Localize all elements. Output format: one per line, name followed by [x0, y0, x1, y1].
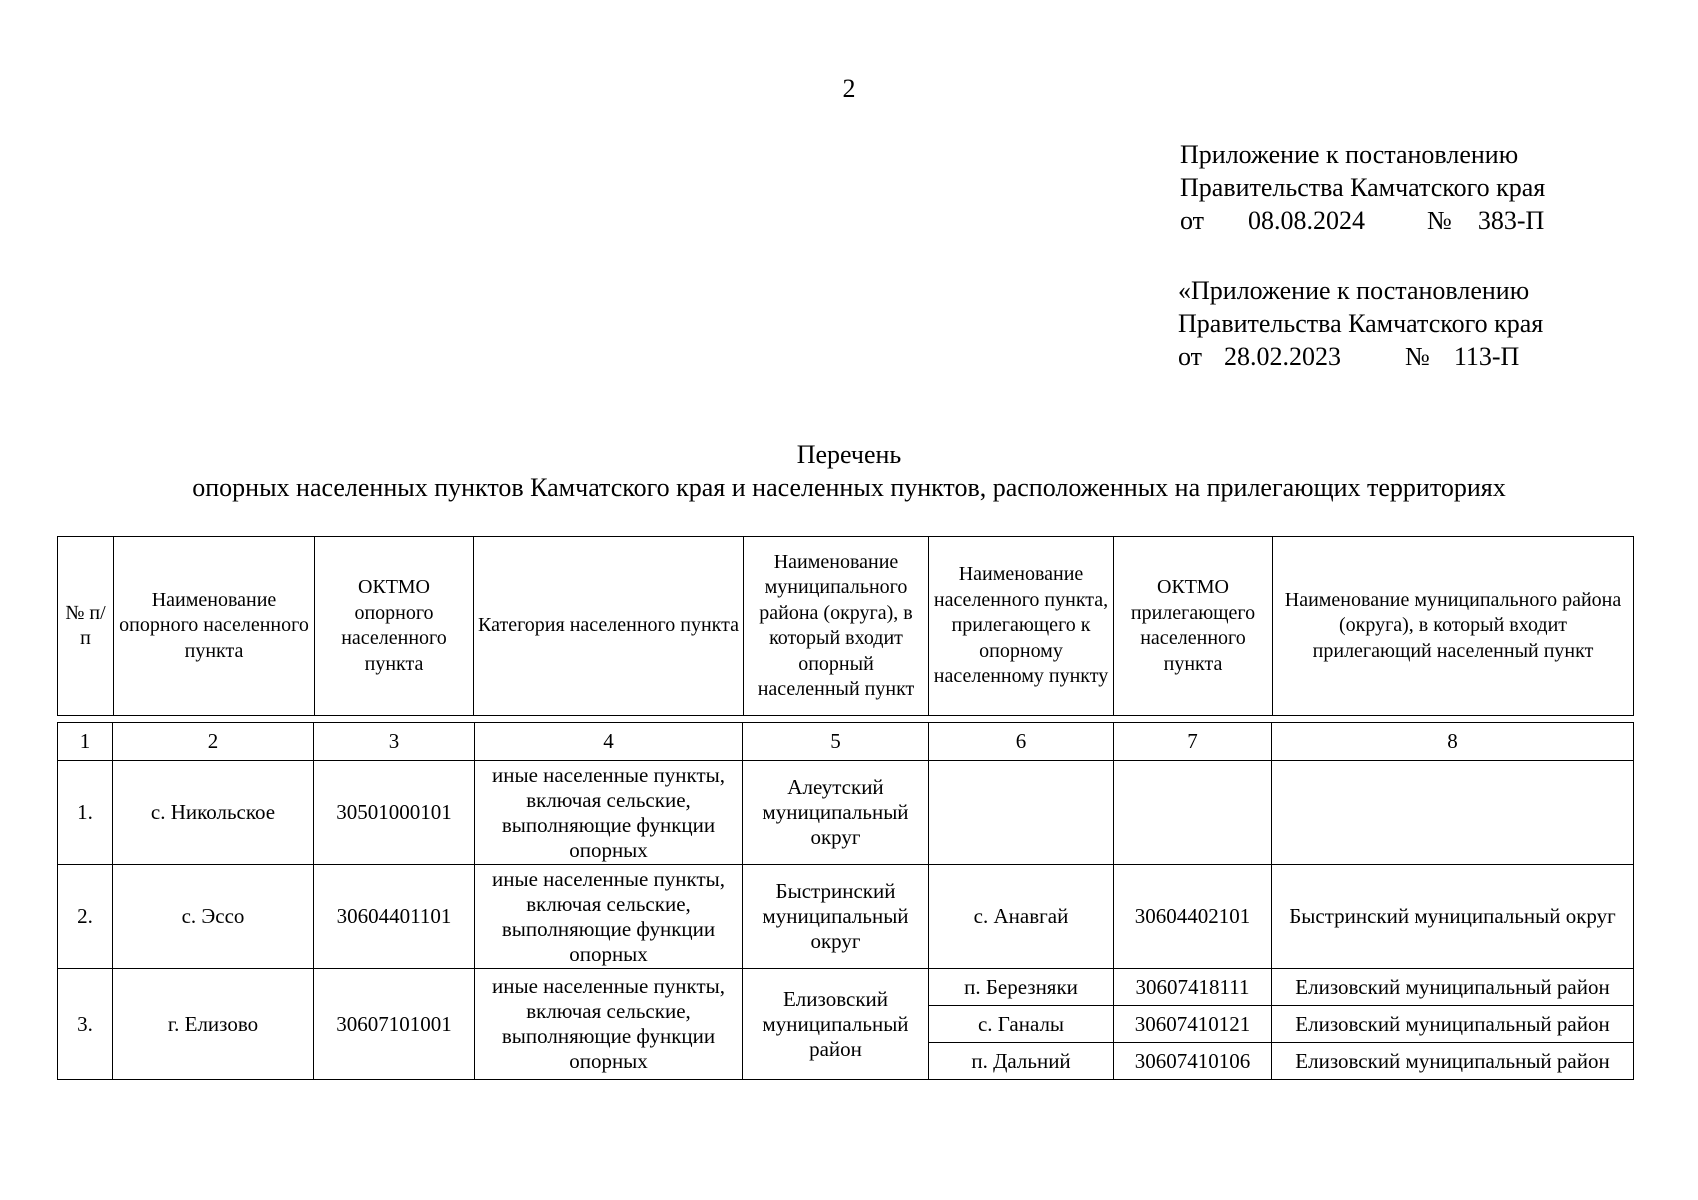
appendix-previous-number: 113-П — [1453, 342, 1520, 371]
settlement-district: Быстринский муниципальный округ — [743, 865, 929, 969]
row-number: 2. — [58, 865, 113, 969]
appendix-current-line2: Правительства Камчатского края — [1180, 173, 1546, 202]
settlement-category — [475, 969, 743, 1080]
column-numbers-row — [58, 723, 1634, 761]
appendix-previous-from-label: от — [1178, 342, 1203, 371]
adjacent-oktmo — [1114, 761, 1272, 865]
settlement-name: г. Елизово — [113, 969, 314, 1080]
appendix-previous-num-label: № — [1405, 342, 1430, 371]
adjacent-district: Быстринский муниципальный округ — [1272, 865, 1634, 969]
adjacent-oktmo: 30607410121 — [1114, 1006, 1272, 1043]
settlement-oktmo: 30604401101 — [314, 865, 475, 969]
appendix-current-date: 08.08.2024 — [1248, 206, 1366, 235]
appendix-current — [1180, 138, 1545, 237]
settlement-category — [475, 761, 743, 865]
header-cell: Наименование населенного пункта, прилегающего к опорному населенному пункту — [929, 537, 1114, 716]
settlement-category-text: иные населенные пункты, включая сельские, выполняющие функции опорных — [491, 866, 725, 966]
appendix-previous-date: 28.02.2023 — [1224, 342, 1342, 371]
settlement-category-text: иные населенные пункты, включая сельские, выполняющие функции опорных — [491, 974, 725, 1073]
header-cell: № п/п — [58, 537, 114, 716]
header-cell: ОКТМО опорного населенного пункта — [315, 537, 474, 716]
adjacent-name — [929, 761, 1114, 865]
adjacent-name: с. Ганалы — [929, 1006, 1114, 1043]
column-number: 1 — [58, 723, 113, 761]
settlement-district: Алеутский муниципальный округ — [743, 761, 929, 865]
header-cell: ОКТМО прилегающего населенного пункта — [1114, 537, 1273, 716]
adjacent-district: Елизовский муниципальный район — [1272, 969, 1634, 1006]
appendix-previous-line2: Правительства Камчатского края — [1178, 309, 1544, 338]
title-line1: Перечень — [796, 440, 902, 469]
adjacent-name: п. Березняки — [929, 969, 1114, 1006]
table-body — [57, 722, 1634, 1080]
row-number: 3. — [58, 969, 113, 1080]
title-line2: опорных населенных пунктов Камчатского края и населенных пунктов, расположенных на прилегающих территориях — [192, 473, 1506, 502]
column-number: 3 — [314, 723, 475, 761]
table-row — [58, 865, 1634, 969]
settlement-district: Елизовский муниципальный район — [743, 969, 929, 1080]
settlement-category-text: иные населенные пункты, включая сельские, выполняющие функции опорных — [491, 762, 725, 862]
row-number: 1. — [58, 761, 113, 865]
appendix-current-number: 383-П — [1477, 206, 1545, 235]
appendix-previous-line1: «Приложение к постановлению — [1178, 276, 1530, 305]
settlement-category — [475, 865, 743, 969]
adjacent-name: с. Анавгай — [929, 865, 1114, 969]
adjacent-district: Елизовский муниципальный район — [1272, 1043, 1634, 1080]
header-cell: Наименование муниципального района (округа), в который входит прилегающий населенный пункт — [1273, 537, 1634, 716]
adjacent-oktmo: 30607418111 — [1114, 969, 1272, 1006]
table-header — [57, 536, 1634, 716]
column-number: 4 — [475, 723, 743, 761]
settlement-name: с. Никольское — [113, 761, 314, 865]
appendix-current-date-line — [1180, 204, 1545, 237]
appendix-current-from-label: от — [1180, 206, 1205, 235]
appendix-previous-date-line — [1178, 340, 1543, 373]
adjacent-name: п. Дальний — [929, 1043, 1114, 1080]
adjacent-district: Елизовский муниципальный район — [1272, 1006, 1634, 1043]
table-row — [58, 761, 1634, 865]
appendix-current-line1: Приложение к постановлению — [1180, 140, 1519, 169]
table-row — [58, 969, 1634, 1006]
settlement-name: с. Эссо — [113, 865, 314, 969]
adjacent-district — [1272, 761, 1634, 865]
header-cell: Наименование опорного населенного пункта — [114, 537, 315, 716]
column-number: 8 — [1272, 723, 1634, 761]
column-number: 6 — [929, 723, 1114, 761]
adjacent-oktmo: 30607410106 — [1114, 1043, 1272, 1080]
header-cell: Категория населенного пункта — [474, 537, 744, 716]
appendix-previous — [1178, 274, 1543, 373]
document-title — [0, 438, 1698, 504]
settlement-oktmo: 30501000101 — [314, 761, 475, 865]
appendix-current-num-label: № — [1427, 206, 1452, 235]
column-number: 5 — [743, 723, 929, 761]
settlement-oktmo: 30607101001 — [314, 969, 475, 1080]
column-number: 2 — [113, 723, 314, 761]
adjacent-oktmo: 30604402101 — [1114, 865, 1272, 969]
header-cell: Наименование муниципального района (округа), в который входит опорный населенный пункт — [744, 537, 929, 716]
column-number: 7 — [1114, 723, 1272, 761]
page-number: 2 — [842, 74, 856, 103]
